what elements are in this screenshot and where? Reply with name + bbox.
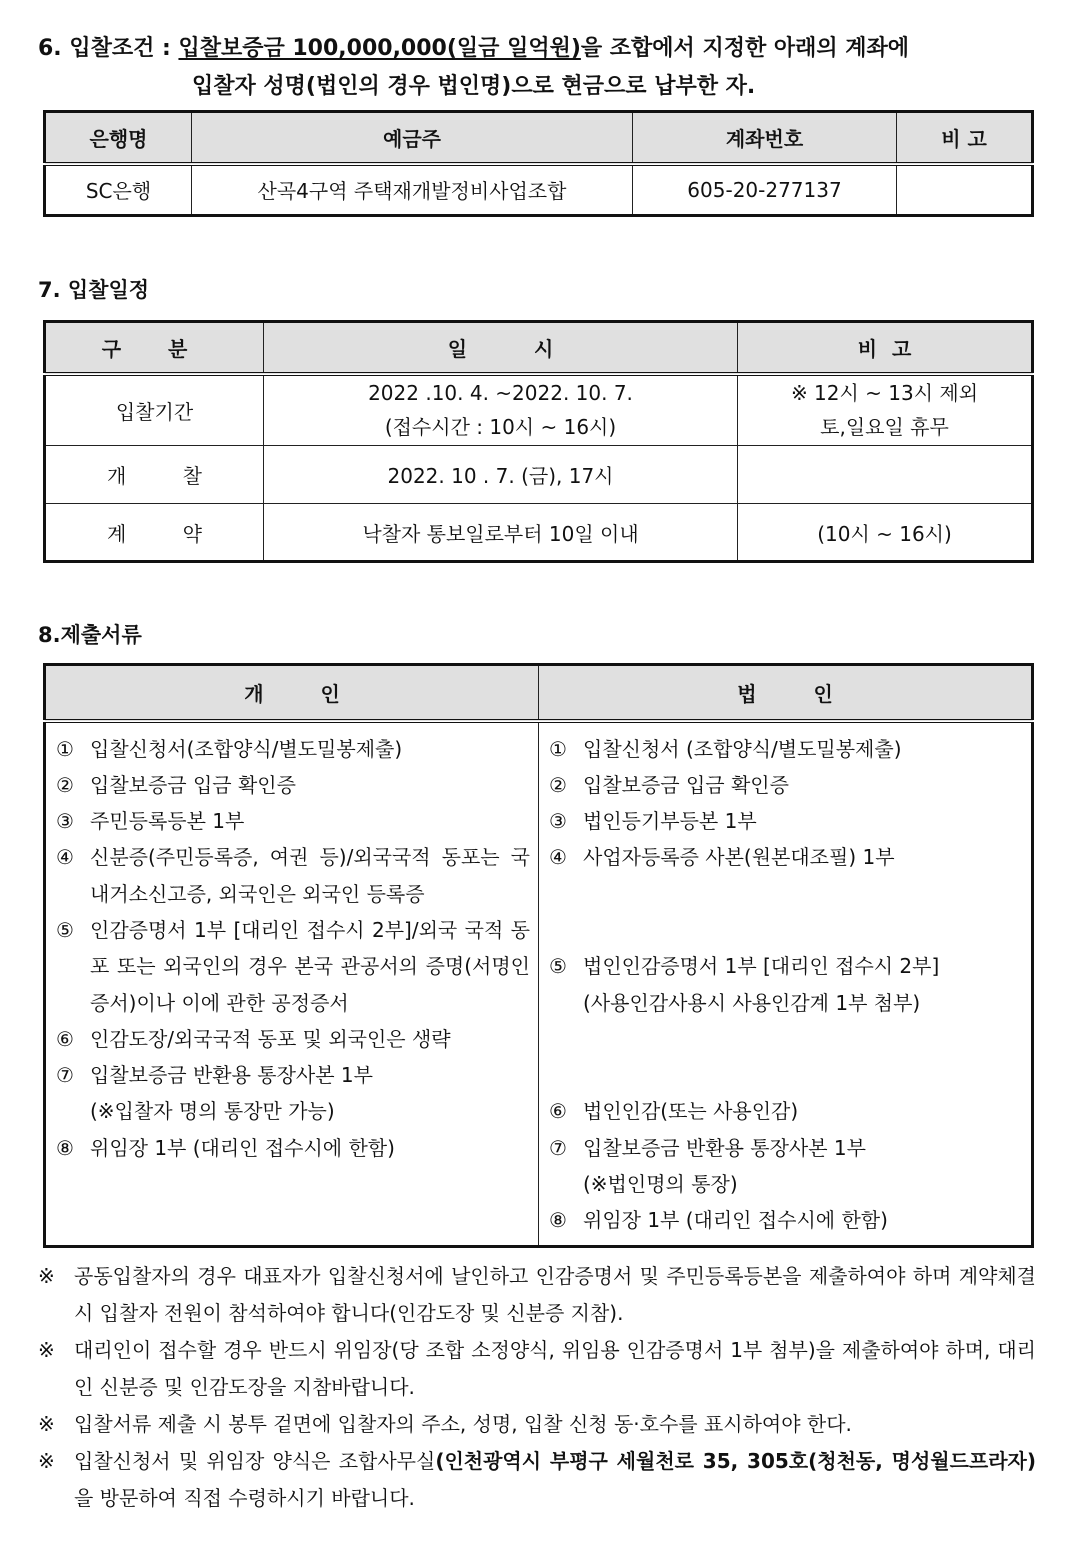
header-datetime: 일 시: [264, 322, 738, 374]
item-number: ②: [549, 772, 567, 797]
item-subtext: (사용인감사용시 사용인감계 1부 첨부): [583, 990, 921, 1015]
remarks-line1: ※ 12시 ~ 13시 제외: [790, 381, 979, 406]
note-text: 공동입찰자의 경우 대표자가 입찰신청서에 날인하고 인감증명서 및 주민등록등본을 제출하여야 하며 계약체결 시 입찰자 전원이 참석하여야 합니다(인감도장 및 신분증 지참).: [74, 1264, 1036, 1325]
list-item: [549, 803, 1023, 839]
bid-conditions-line1: [38, 30, 909, 68]
remarks-cell: [897, 164, 1033, 216]
account-holder: 산곡4구역 주택재개발정비사업조합: [192, 164, 633, 216]
row-datetime: 2022. 10 . 7. (금), 17시: [264, 446, 738, 504]
bid-conditions-text: 을 조합에서 지정한 아래의 계좌에: [580, 36, 910, 61]
list-item: [549, 1202, 1023, 1238]
item-text: 입찰보증금 입금 확인증: [583, 772, 789, 797]
item-text: 입찰보증금 반환용 통장사본 1부: [90, 1063, 373, 1088]
note-mark: ※: [38, 1264, 55, 1288]
row-remarks: [738, 446, 1033, 504]
item-number: ④: [549, 845, 567, 870]
item-number: ④: [56, 845, 74, 870]
row-label: 개 찰: [45, 446, 264, 504]
list-item: [56, 767, 530, 803]
section6-heading: 6. 입찰조건 :: [38, 36, 179, 61]
item-number: ⑥: [549, 1099, 567, 1124]
item-text: 주민등록등본 1부: [90, 809, 245, 834]
table-row: [45, 374, 1033, 446]
list-item: [56, 1130, 530, 1166]
item-text: 입찰신청서(조합양식/별도밀봉제출): [90, 736, 403, 761]
row-remarks: (10시 ~ 16시): [738, 504, 1033, 562]
list-item: [56, 1021, 530, 1057]
list-item: [56, 912, 530, 1021]
section7-heading: 7. 입찰일정: [38, 278, 150, 302]
item-text: 신분증(주민등록증, 여권 등)/외국국적 동포는 국내거소신고증, 외국인은 외국인 등록증: [90, 845, 530, 906]
list-item: [549, 767, 1023, 803]
item-text: 법인인감증명서 1부 [대리인 접수시 2부]: [583, 954, 940, 979]
deposit-amount: 입찰보증금 100,000,000(일금 일억원): [178, 36, 581, 61]
item-number: ⑤: [56, 917, 74, 942]
item-text: 인감도장/외국국적 동포 및 외국인은 생략: [90, 1026, 451, 1051]
header-account-holder: 예금주: [192, 112, 633, 164]
note-item: [38, 1332, 1036, 1406]
item-number: ①: [56, 736, 74, 761]
list-item: [56, 731, 530, 767]
header-corporation: 법 인: [539, 665, 1033, 721]
table-row: [45, 504, 1033, 562]
item-subtext: (※입찰자 명의 통장만 가능): [90, 1099, 335, 1124]
item-number: ⑦: [549, 1135, 567, 1160]
header-remarks: 비 고: [738, 322, 1033, 374]
list-item: [549, 839, 1023, 948]
bank-account-table: [43, 110, 1034, 217]
bank-name: SC은행: [45, 164, 192, 216]
required-documents-table: [43, 663, 1034, 1248]
note-text: 입찰서류 제출 시 봉투 겉면에 입찰자의 주소, 성명, 입찰 신청 동·호수를 표시하여야 한다.: [74, 1412, 852, 1436]
item-number: ⑥: [56, 1026, 74, 1051]
note-mark: ※: [38, 1338, 55, 1362]
item-text: 위임장 1부 (대리인 접수시에 한함): [583, 1208, 888, 1233]
note-mark: ※: [38, 1412, 55, 1436]
bid-conditions: [38, 30, 909, 106]
list-item: [549, 948, 1023, 1093]
item-number: ⑤: [549, 954, 567, 979]
row-datetime: 낙찰자 통보일로부터 10일 이내: [264, 504, 738, 562]
table-row: [45, 446, 1033, 504]
note-mark: ※: [38, 1449, 55, 1473]
note-item: [38, 1443, 1036, 1517]
item-number: ⑧: [549, 1208, 567, 1233]
remarks-line2: 토,일요일 휴무: [820, 415, 949, 440]
list-item: [549, 731, 1023, 767]
header-bank: 은행명: [45, 112, 192, 164]
note-text: 대리인이 접수할 경우 반드시 위임장(당 조합 소정양식, 위임용 인감증명서 1부 첨부)을 제출하여야 하며, 대리인 신분증 및 인감도장을 지참바랍니다.: [74, 1338, 1036, 1399]
item-number: ①: [549, 736, 567, 761]
datetime-line1: 2022 .10. 4. ~2022. 10. 7.: [368, 381, 633, 406]
item-number: ③: [549, 809, 567, 834]
row-datetime: [264, 374, 738, 446]
item-number: ⑦: [56, 1063, 74, 1088]
list-item: [549, 1130, 1023, 1203]
item-text: 위임장 1부 (대리인 접수시에 한함): [90, 1135, 395, 1160]
account-number: 605-20-277137: [633, 164, 897, 216]
header-account-number: 계좌번호: [633, 112, 897, 164]
item-text: 법인등기부등본 1부: [583, 809, 757, 834]
header-remarks: 비 고: [897, 112, 1033, 164]
item-subtext: (※법인명의 통장): [583, 1171, 738, 1196]
datetime-line2: (접수시간 : 10시 ~ 16시): [384, 415, 617, 440]
header-category: 구 분: [45, 322, 264, 374]
item-text: 인감증명서 1부 [대리인 접수시 2부]/외국 국적 동포 또는 외국인의 경우 본국 관공서의 증명(서명인증서)이나 이에 관한 공정증서: [90, 917, 530, 1015]
item-text: 입찰신청서 (조합양식/별도밀봉제출): [583, 736, 902, 761]
bid-schedule-table: [43, 320, 1034, 563]
item-text: 사업자등록증 사본(원본대조필) 1부: [583, 845, 895, 870]
item-number: ⑧: [56, 1135, 74, 1160]
corporate-documents: [539, 721, 1033, 1247]
header-individual: 개 인: [45, 665, 539, 721]
note-text: 입찰신청서 및 위임장 양식은 조합사무실: [74, 1449, 436, 1473]
list-item: [56, 839, 530, 912]
row-remarks: [738, 374, 1033, 446]
section8-heading: 8.제출서류: [38, 623, 142, 647]
list-item: [56, 1057, 530, 1130]
item-number: ②: [56, 772, 74, 797]
bid-conditions-line2: 입찰자 성명(법인의 경우 법인명)으로 현금으로 납부한 자.: [192, 74, 756, 99]
row-label: 입찰기간: [45, 374, 264, 446]
notes-section: [38, 1258, 1036, 1517]
note-item: [38, 1406, 1036, 1443]
item-number: ③: [56, 809, 74, 834]
item-text: 입찰보증금 반환용 통장사본 1부: [583, 1135, 866, 1160]
office-address: (인천광역시 부평구 세월천로 35, 305호(청천동, 명성월드프라자): [435, 1449, 1037, 1473]
item-text: 법인인감(또는 사용인감): [583, 1099, 799, 1124]
list-item: [549, 1093, 1023, 1129]
row-label: 계 약: [45, 504, 264, 562]
note-item: [38, 1258, 1036, 1332]
note-text: 을 방문하여 직접 수령하시기 바랍니다.: [74, 1486, 415, 1510]
individual-documents: [45, 721, 539, 1247]
list-item: [56, 803, 530, 839]
item-text: 입찰보증금 입금 확인증: [90, 772, 296, 797]
